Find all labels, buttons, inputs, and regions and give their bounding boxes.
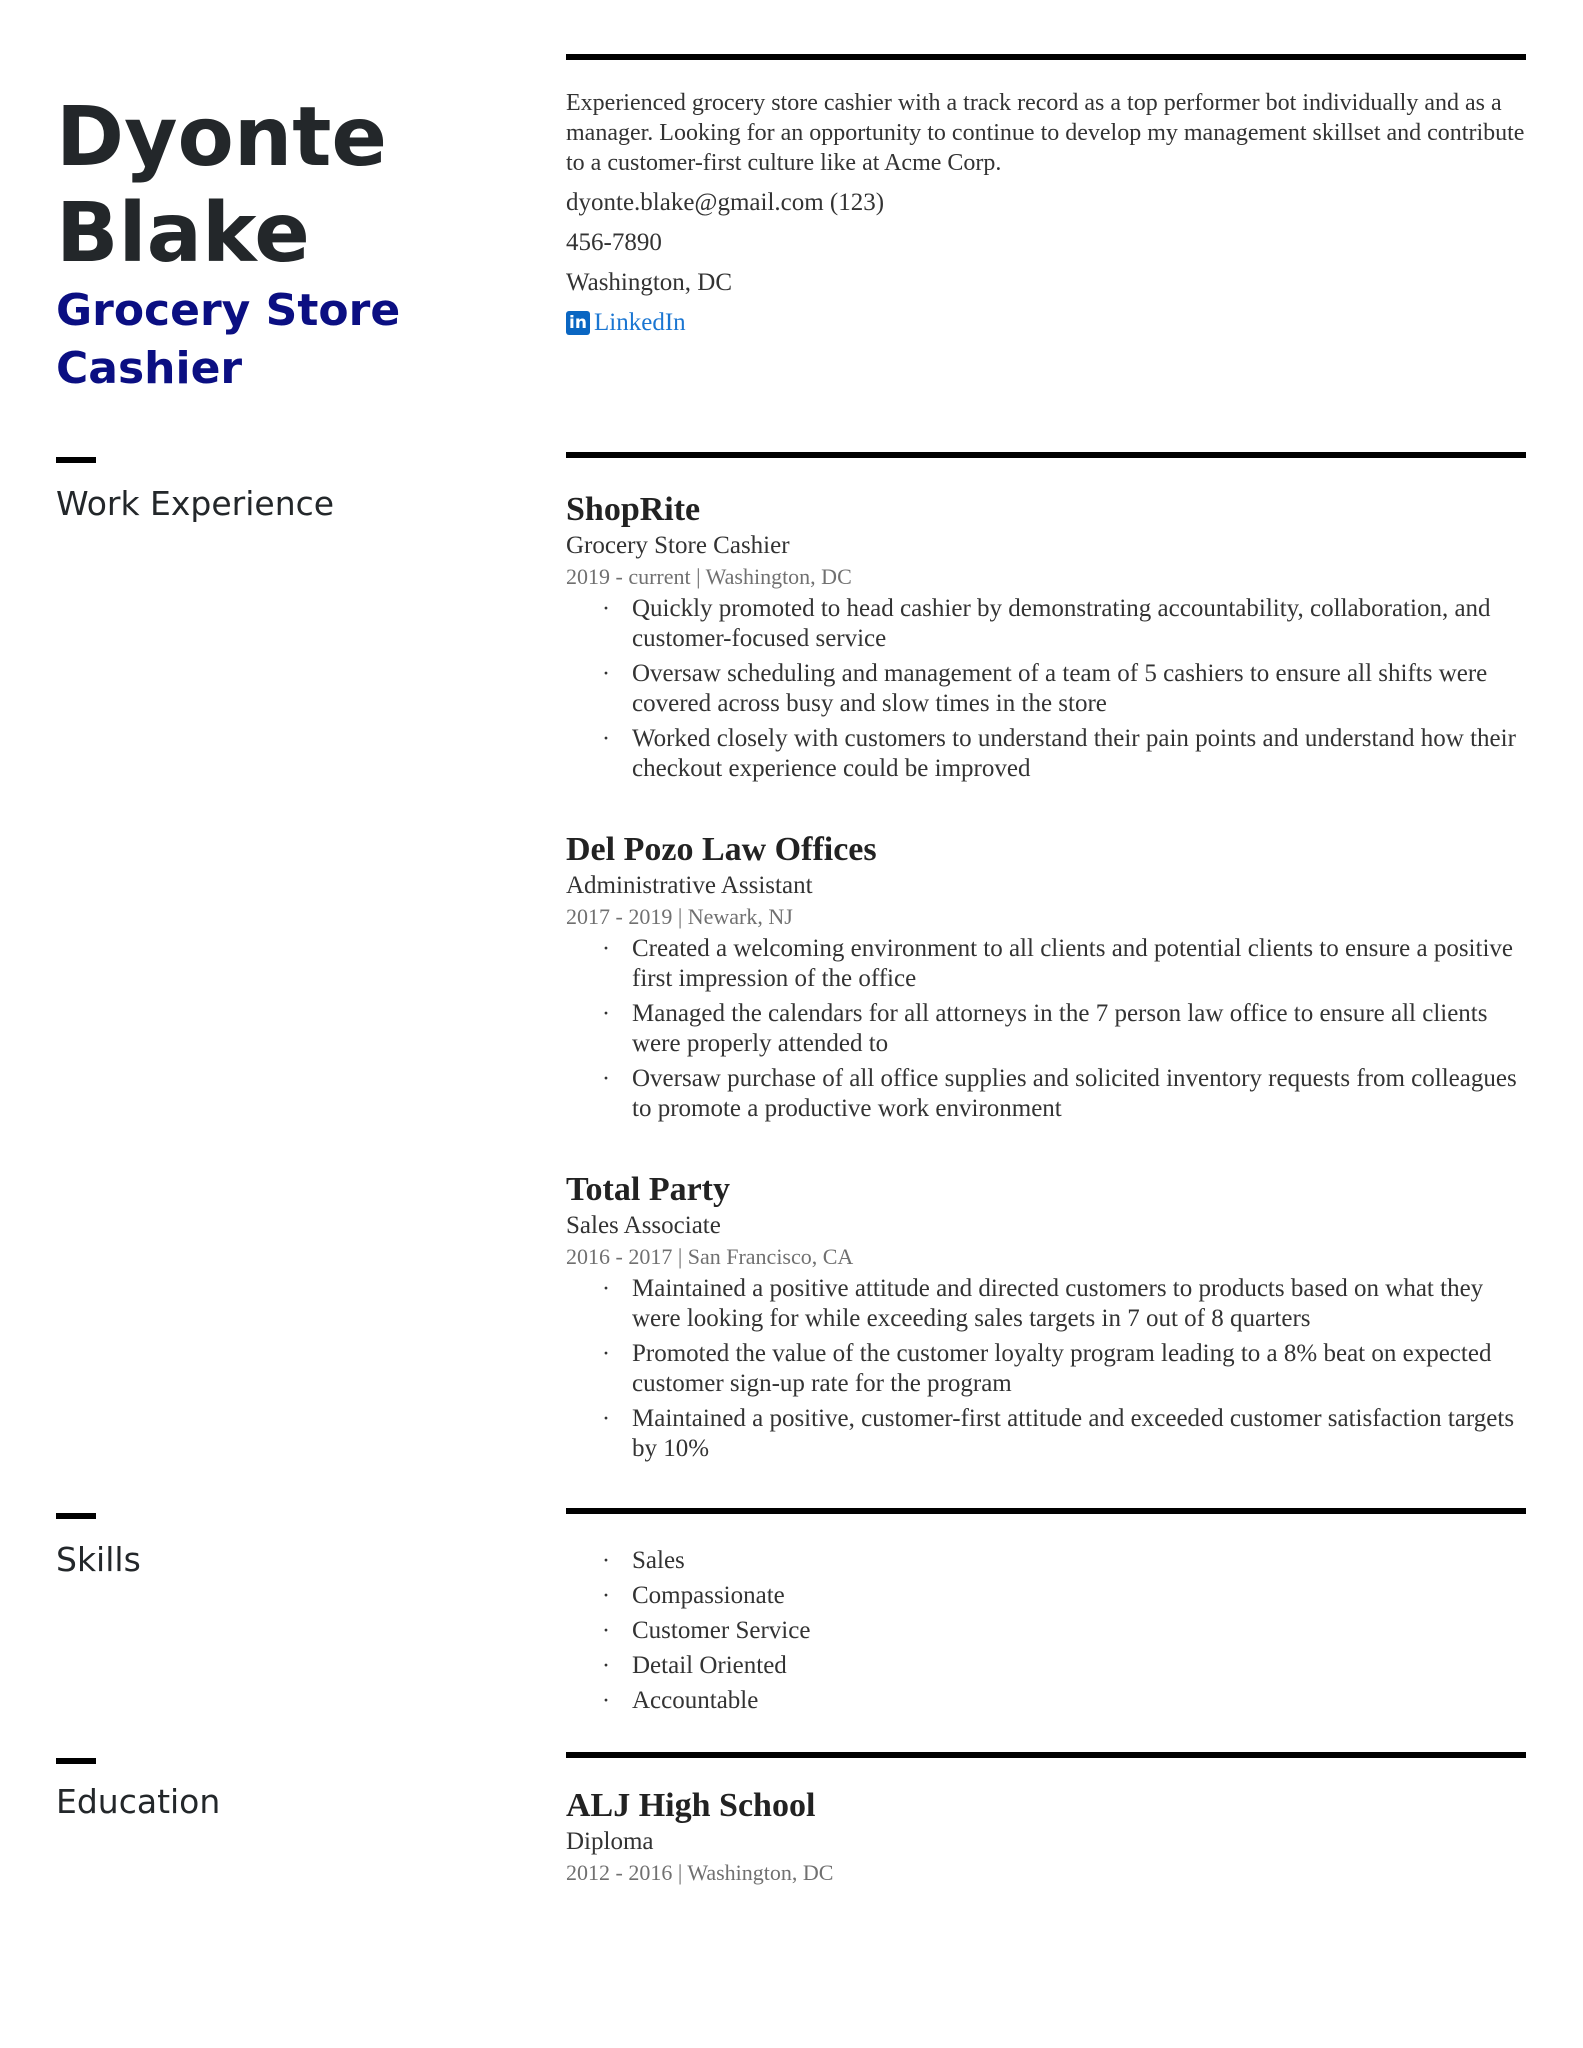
company-name: ShopRite (566, 491, 701, 528)
linkedin-link[interactable] (566, 308, 1526, 338)
list-item: · Customer Service (566, 1616, 1526, 1646)
linkedin-label: LinkedIn (594, 309, 686, 336)
job-bullets (566, 1274, 1526, 1464)
title-line-1: Grocery Store (56, 285, 401, 336)
work-experience-heading: Work Experience (56, 484, 335, 523)
job-bullets (566, 594, 1526, 784)
list-item: · Maintained a positive attitude and directed customers to products based on what they were looking for while exceeding sales targets in 7 out of 8 quarters (566, 1274, 1526, 1334)
education-short-rule (56, 1758, 96, 1764)
degree: Diploma (566, 1828, 654, 1855)
job-entry (566, 490, 1526, 789)
skills-list (566, 1546, 1526, 1716)
list-item: · Compassionate (566, 1581, 1526, 1611)
skills-short-rule (56, 1513, 96, 1519)
summary-block (566, 88, 1526, 338)
candidate-title (56, 282, 496, 398)
first-name: Dyonte (56, 90, 388, 185)
skills-divider (566, 1508, 1526, 1514)
skills-list-block (566, 1544, 1526, 1721)
list-item: · Accountable (566, 1686, 1526, 1716)
education-divider (566, 1752, 1526, 1758)
work-divider (566, 452, 1526, 458)
job-entry (566, 830, 1526, 1129)
list-item: · Managed the calendars for all attorneys in the 7 person law office to ensure all clients were properly attended to (566, 999, 1526, 1059)
education-meta: 2012 - 2016 | Washington, DC (566, 1860, 834, 1885)
job-role: Sales Associate (566, 1212, 721, 1239)
job-entry (566, 1170, 1526, 1469)
education-entry (566, 1786, 1526, 1888)
phone: 456-7890 (566, 229, 662, 256)
list-item: · Oversaw scheduling and management of a team of 5 cashiers to ensure all shifts were covered across busy and slow times in the store (566, 659, 1526, 719)
job-meta: 2019 - current | Washington, DC (566, 564, 852, 589)
job-bullets (566, 934, 1526, 1124)
education-heading: Education (56, 1782, 221, 1821)
summary-text: Experienced grocery store cashier with a track record as a top performer bot individually and as a manager. Looking for an opportunity to continue to develop my management skillset and contribute to a customer-first culture like at Acme Corp. (566, 90, 1525, 176)
job-meta: 2016 - 2017 | San Francisco, CA (566, 1244, 854, 1269)
list-item: · Created a welcoming environment to all clients and potential clients to ensure a positive first impression of the office (566, 934, 1526, 994)
company-name: Del Pozo Law Offices (566, 831, 877, 868)
job-meta: 2017 - 2019 | Newark, NJ (566, 904, 793, 929)
company-name: Total Party (566, 1171, 731, 1208)
list-item: · Detail Oriented (566, 1651, 1526, 1681)
school-name: ALJ High School (566, 1787, 816, 1824)
location: Washington, DC (566, 269, 733, 296)
linkedin-icon: in (566, 311, 590, 335)
top-divider (566, 54, 1526, 60)
list-item: · Maintained a positive, customer-first attitude and exceeded customer satisfaction targets by 10% (566, 1404, 1526, 1464)
list-item: · Quickly promoted to head cashier by demonstrating accountability, collaboration, and customer-focused service (566, 594, 1526, 654)
job-role: Administrative Assistant (566, 872, 813, 899)
email-phone: dyonte.blake@gmail.com (123) (566, 189, 885, 216)
title-line-2: Cashier (56, 343, 243, 394)
last-name: Blake (56, 186, 310, 281)
job-role: Grocery Store Cashier (566, 532, 790, 559)
list-item: · Promoted the value of the customer loyalty program leading to a 8% beat on expected customer sign-up rate for the program (566, 1339, 1526, 1399)
skills-heading: Skills (56, 1540, 141, 1579)
candidate-name (56, 90, 496, 282)
list-item: · Worked closely with customers to understand their pain points and understand how their checkout experience could be improved (566, 724, 1526, 784)
list-item: · Sales (566, 1546, 1526, 1576)
list-item: · Oversaw purchase of all office supplies and solicited inventory requests from colleagues to promote a productive work environment (566, 1064, 1526, 1124)
work-short-rule (56, 457, 96, 463)
